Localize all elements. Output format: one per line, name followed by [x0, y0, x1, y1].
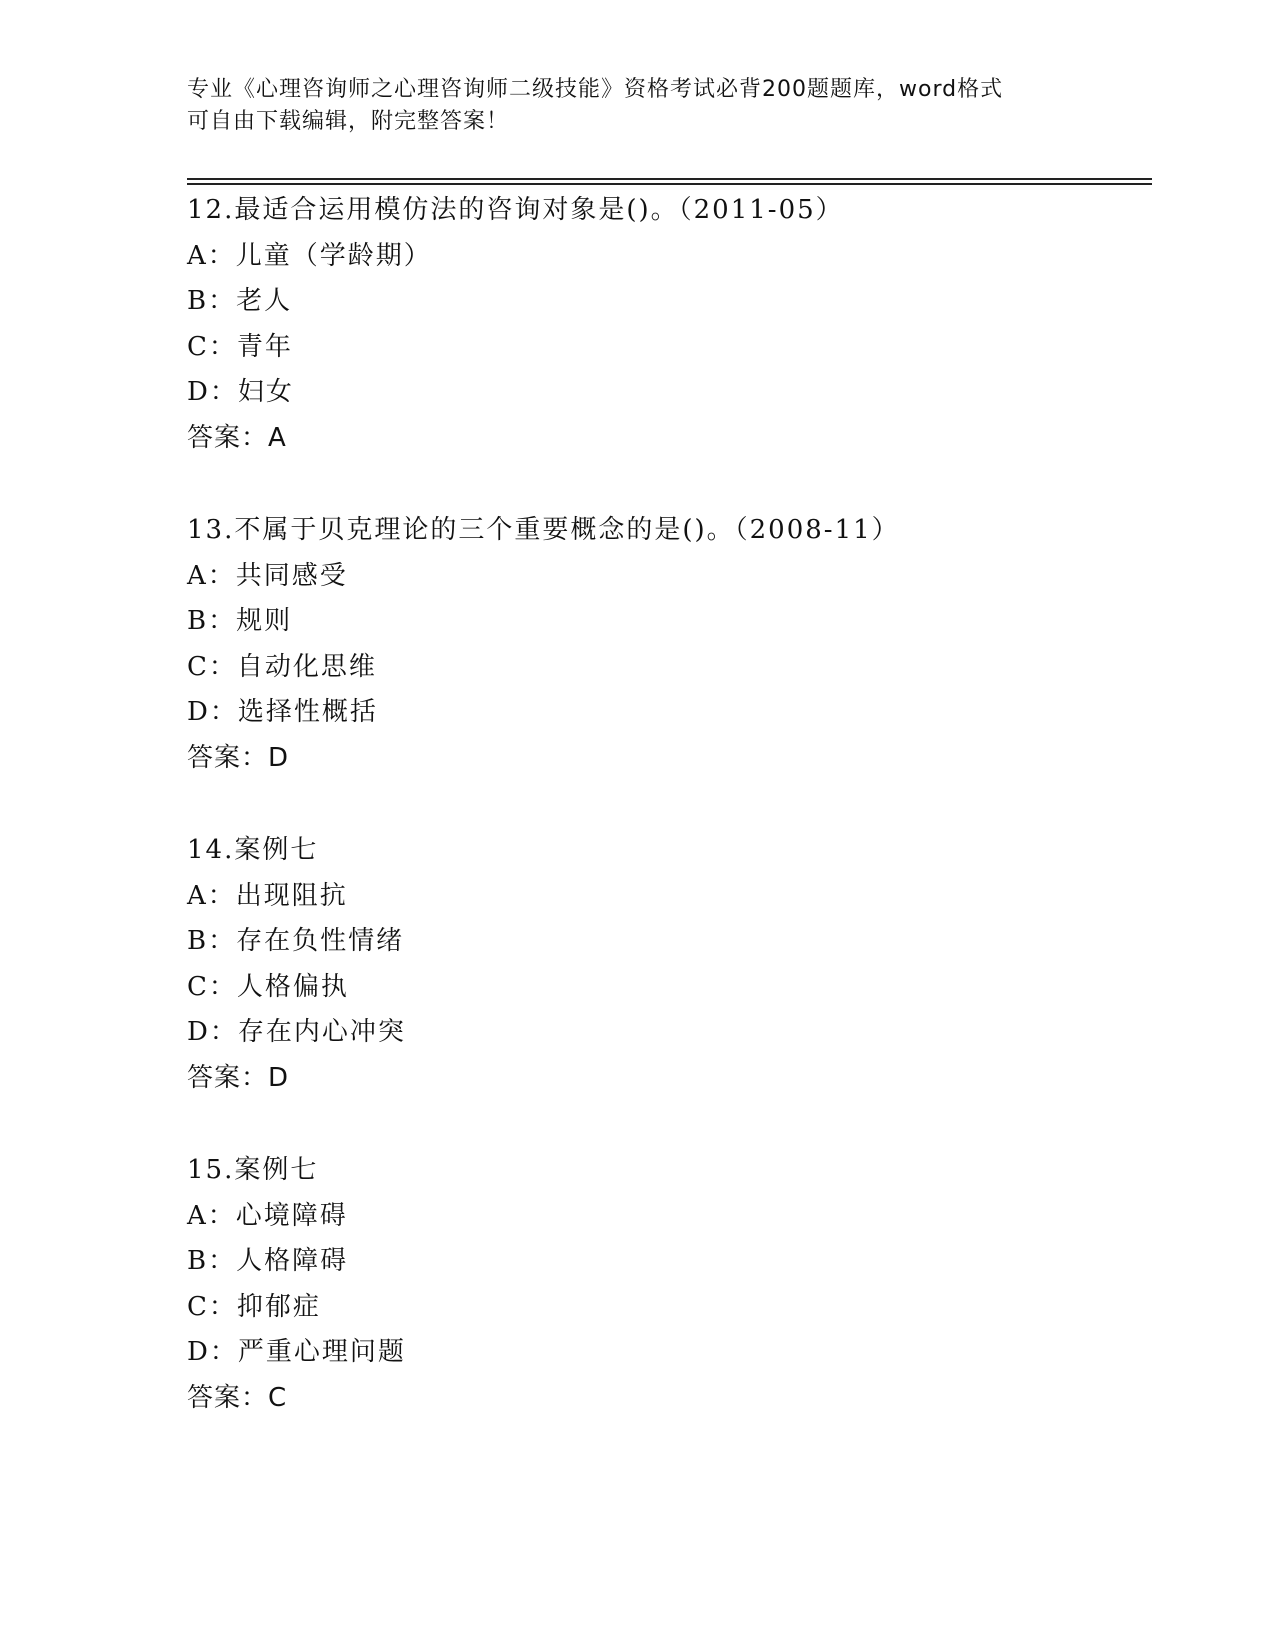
option-c: C：青年 [187, 331, 293, 362]
option-b: B：存在负性情绪 [187, 926, 405, 956]
option-d: D：妇女 [187, 377, 294, 407]
header-line-2: 可自由下载编辑，附完整答案！ [187, 109, 510, 134]
question-block [187, 828, 1137, 1101]
option-d: D：严重心理问题 [187, 1337, 406, 1367]
option-a: A：出现阻抗 [187, 880, 348, 911]
answer-line: 答案：D [187, 742, 290, 773]
question-block [187, 188, 1137, 461]
option-c: C：自动化思维 [187, 651, 377, 682]
option-b: B：老人 [187, 286, 293, 316]
question-stem: 12.最适合运用模仿法的咨询对象是()。（2011-05） [187, 195, 844, 225]
header-divider-top [187, 178, 1152, 180]
option-c: C：人格偏执 [187, 971, 349, 1002]
answer-line: 答案：D [187, 1062, 290, 1093]
header-divider-bottom [187, 183, 1152, 185]
option-d: D：存在内心冲突 [187, 1017, 406, 1047]
answer-line: 答案：C [187, 1382, 288, 1413]
option-a: A：心境障碍 [187, 1200, 348, 1231]
option-b: B：规则 [187, 606, 293, 636]
question-stem: 14.案例七 [187, 835, 319, 865]
option-c: C：抑郁症 [187, 1291, 321, 1322]
answer-line: 答案：A [187, 422, 287, 453]
question-block [187, 1148, 1137, 1421]
header-line-1: 专业《心理咨询师之心理咨询师二级技能》资格考试必背200题题库，word格式 [187, 77, 1004, 102]
question-stem: 13.不属于贝克理论的三个重要概念的是()。（2008-11） [187, 515, 900, 545]
option-a: A：共同感受 [187, 560, 348, 591]
option-d: D：选择性概括 [187, 697, 378, 727]
question-stem: 15.案例七 [187, 1155, 319, 1185]
option-b: B：人格障碍 [187, 1246, 349, 1276]
question-block [187, 508, 1137, 781]
document-header [187, 74, 1067, 138]
option-a: A：儿童（学龄期） [187, 240, 432, 271]
